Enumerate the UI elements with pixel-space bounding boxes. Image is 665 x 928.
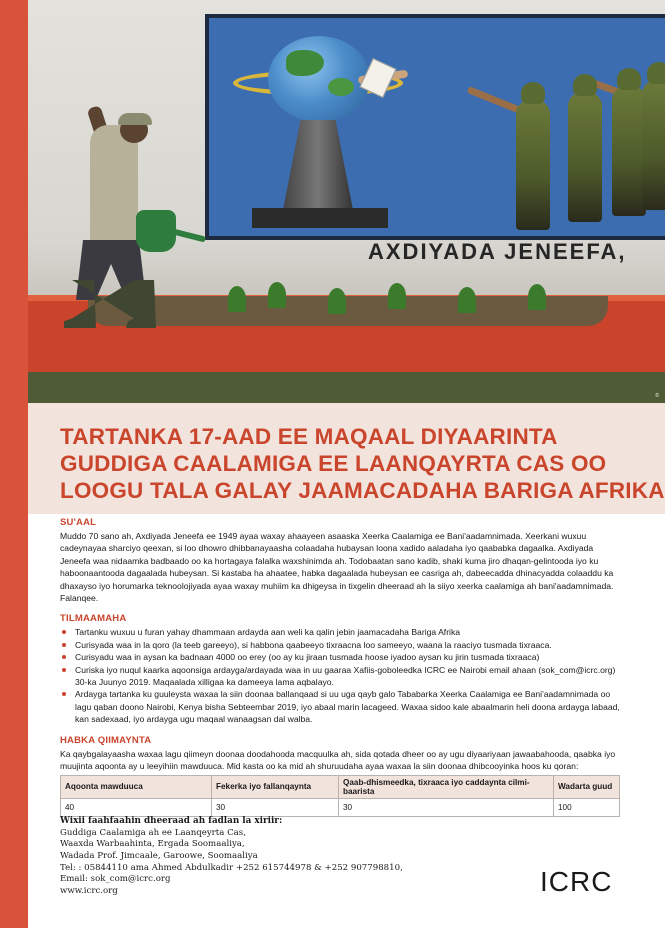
tilmaamaha-list xyxy=(60,626,622,725)
contact-block xyxy=(60,815,460,898)
plant xyxy=(268,282,286,308)
section-heading-habka: HABKA QIIMAYNTA xyxy=(60,734,152,746)
page-title xyxy=(60,423,665,504)
table-header-cell: Qaab-dhismeedka, tixraaca iyo caddaynta cilmi-baarista xyxy=(339,775,554,798)
contact-line: Waaxda Warbaahinta, Ergada Soomaaliya, xyxy=(60,839,245,850)
section-text-habka: Ka qaybgalayaasha waxaa lagu qiimeyn doonaa doodahooda macquulka ah, sida qotada dheer oo ay ugu diyaariyaan jawaabahooda, qaabka iyo muujinta aqoonta ay u leeyihiin mawduuca. Mid kasta oo ka mid ah shuruudaha ayaa waxaa la siin doonaa dhibcooyinka hoos ku qoran: xyxy=(60,748,616,772)
contact-line: Wadada Prof. Jimcaale, Garoowe, Soomaaliya xyxy=(60,850,258,861)
table-cell: 40 xyxy=(61,798,212,816)
mural-land xyxy=(328,78,354,96)
scoring-table xyxy=(60,775,620,817)
mural-soldier xyxy=(612,86,646,216)
mural-globe xyxy=(268,36,370,122)
table-header-cell: Wadarta guud xyxy=(554,775,620,798)
table-header-row xyxy=(61,775,620,798)
contact-heading: Wixii faahfaahin dheeraad ah fadlan la xiriir: xyxy=(60,816,283,826)
ground xyxy=(28,372,665,403)
photo-credit: © xyxy=(655,393,659,399)
table-cell: 30 xyxy=(339,798,554,816)
plant xyxy=(388,283,406,309)
plant xyxy=(328,288,346,314)
mural-pedestal-base xyxy=(252,208,388,228)
gardener-body xyxy=(90,125,138,245)
plant xyxy=(528,284,546,310)
plant xyxy=(228,286,246,312)
list-item: Curiska iyo nuqul kaarka aqoonsiga ardayga/ardayada waa in uu gaaraa Xafiis-goboleedka ICRC ee Nairobi email ahaan (sok_com@icrc.org) 30-ka Juunyo 2019. Maqaalada xilligaa ka dameeya lama aqbalayo. xyxy=(60,664,622,689)
title-band xyxy=(28,403,665,514)
list-item: Curisyadu waa in aysan ka badnaan 4000 oo erey (oo ay ku jiraan tusmada hoose iyadoo aysan ku jirin tusmada tixraaca) xyxy=(60,651,622,663)
section-heading-sual: SU'AAL xyxy=(60,517,97,528)
table-cell: 30 xyxy=(212,798,339,816)
section-heading-tilmaamaha: TILMAAMAHA xyxy=(60,613,127,625)
mural-soldier xyxy=(642,80,665,210)
list-item: Ardayga tartanka ku guuleysta waxaa la siin doonaa ballanqaad si uu uga qayb galo Tababarka Xeerka Caalamiga ee Bani'aadamnimada oo lagu qaban doono Nairobi, Kenya bisha Sebteembar 2019, iyo abaal marin lacageed. Waxaa sidoo kale abaalmarin heli doona ardayga labaad, kan sadexaad, iyo ardayga ugu maqaal wanaagsan dal walba. xyxy=(60,688,622,725)
list-item: Tartanku wuxuu u furan yahay dhammaan ardayda aan weli ka qalin jebin jaamacadaha Bariga Afrika xyxy=(60,626,622,638)
table-cell: 100 xyxy=(554,798,620,816)
contact-email[interactable]: Email: sok_com@icrc.org xyxy=(60,874,171,885)
title-line: TARTANKA 17-AAD EE MAQAAL DIYAARINTA xyxy=(60,424,558,449)
contact-website[interactable]: www.icrc.org xyxy=(60,886,118,897)
icrc-logo: ICRC xyxy=(540,866,613,897)
list-item: Curisyada waa in la qoro (la teeb gareeyo), si habbona qaabeeyo tixraacna loo sameeyo, waana la raaciyo tusmada tixraaca. xyxy=(60,639,622,651)
title-line: LOOGU TALA GALAY JAAMACADAHA BARIGA AFRIKA xyxy=(60,478,665,503)
main-content xyxy=(60,517,622,817)
photo-headline: AXDIYADA JENEEFA, xyxy=(368,239,627,264)
plant xyxy=(458,287,476,313)
table-header-cell: Fekerka iyo fallanqaynta xyxy=(212,775,339,798)
table-row xyxy=(61,798,620,816)
table-header-cell: Aqoonta mawduuca xyxy=(61,775,212,798)
left-accent-bar xyxy=(0,0,28,928)
mural-soldier xyxy=(516,100,550,230)
contact-phone: Tel: : 05844110 ama Ahmed Abdulkadir +252 615744978 & +252 907798810, xyxy=(60,862,403,873)
contact-line: Guddiga Caalamiga ah ee Laanqeyrta Cas, xyxy=(60,827,246,838)
gardener-cap xyxy=(118,113,152,125)
mural-soldier xyxy=(568,92,602,222)
section-text-sual: Muddo 70 sano ah, Axdiyada Jeneefa ee 1949 ayaa waxay ahaayeen asaaska Xeerka Caalamiga ee Bani'aadamnimada. Xeerkani wuxuu cadeynayaa sharciyo qeexan, si loo dhowro dhibbanayaasha colaadaha hubaysan loona xadido aaladaha iyo qaababka dagaalka. Axdiyada Jeneefa waa nidaamka badbaado oo ka hortagaya falalka waxshinimda ah. Todobaatan sano kadib, shaki kuma jiro dhaqan-gelintooda iyo ku haboonaantooda dagaalada hubeysan. Si kastaba ha ahaatee, habka dagaalada hubeysan ee casriga ah, dabeecadda dhinacyadda colaaddu ka dhaxayso iyo horumarka teknoolojiyada ayaa waxay muhiim ka dhigeysa in tixgelin dheeraad ah la siiyo xeerka caalamiga ah bani'aadamnimada. Falanqee. xyxy=(60,531,614,604)
title-line: GUDDIGA CAALAMIGA EE LAANQAYRTA CAS OO xyxy=(60,451,607,476)
cover-photo xyxy=(28,0,665,403)
